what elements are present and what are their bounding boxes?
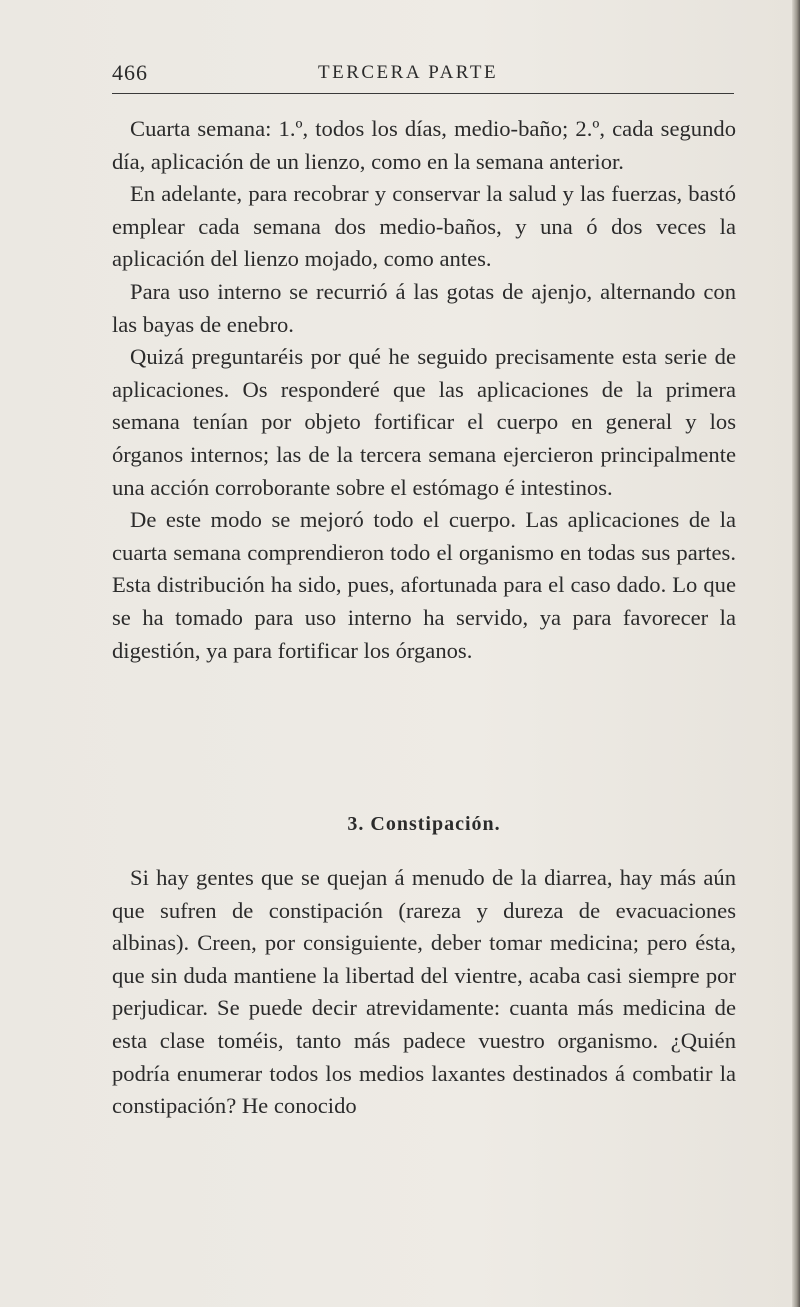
paragraph: Para uso interno se recurrió á las gotas de ajenjo, alternando con las bayas de enebro. <box>112 278 736 337</box>
header-rule <box>112 93 734 94</box>
paragraph: En adelante, para recobrar y conservar la salud y las fuerzas, bastó emplear cada semana dos medio-baños, y una ó dos veces la aplicación del lienzo mojado, como antes. <box>112 181 736 272</box>
page-edge <box>792 0 800 1307</box>
body-text-section <box>112 862 736 1123</box>
paragraph: Cuarta semana: 1.º, todos los días, medio-baño; 2.º, cada segundo día, aplicación de un lienzo, como en la semana anterior. <box>112 116 736 174</box>
paragraph: Si hay gentes que se quejan á menudo de la diarrea, hay más aún que sufren de constipación (rareza y dureza de evacuaciones albinas). Creen, por consiguiente, deber tomar medicina; pero ésta, que sin duda mantiene la libertad del vientre, acaba casi siempre por perjudicar. Se puede decir atrevidamente: cuanta más medicina de esta clase toméis, tanto más padece vuestro organismo. ¿Quién podría enumerar todos los medios laxantes destinados á combatir la constipación? He conocido <box>112 865 736 1119</box>
section-heading: 3. Constipación. <box>347 813 501 835</box>
paragraph: De este modo se mejoró todo el cuerpo. Las aplicaciones de la cuarta semana comprendieron todo el organismo en todas sus partes. Esta distribución ha sido, pues, afortunada para el caso dado. Lo que se ha tomado para uso interno ha servido, ya para favorecer la digestión, ya para fortificar los órganos. <box>112 507 736 663</box>
page-number: 466 <box>112 60 148 85</box>
body-text <box>112 113 736 667</box>
paragraph: Quizá preguntaréis por qué he seguido precisamente esta serie de aplicaciones. Os responderé que las aplicaciones de la primera semana tenían por objeto fortificar el cuerpo en general y los órganos internos; las de la tercera semana ejercieron principalmente una acción corroborante sobre el estómago é intestinos. <box>112 344 736 500</box>
page-header <box>112 60 734 94</box>
running-head: TERCERA PARTE <box>318 62 499 83</box>
